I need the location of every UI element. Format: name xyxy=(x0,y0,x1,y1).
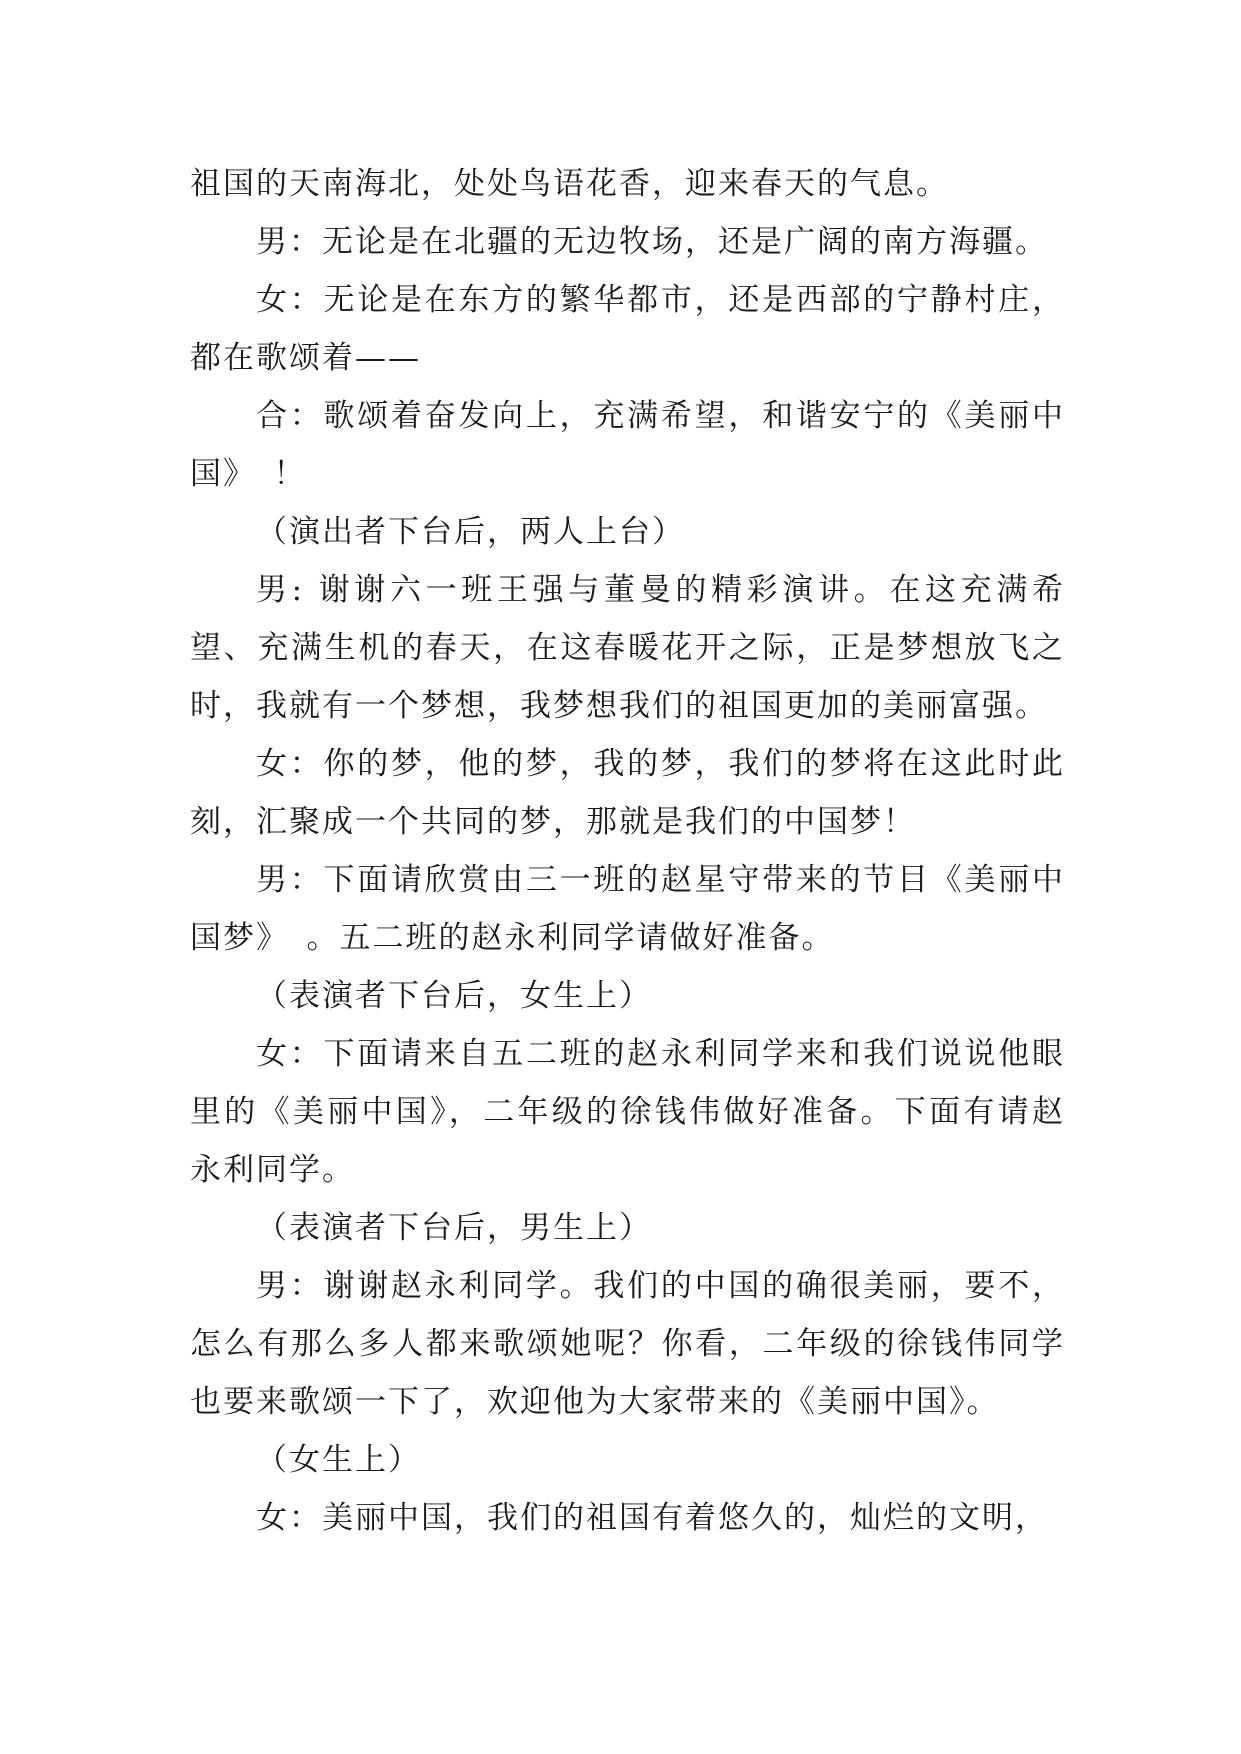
paragraph-3: 女：无论是在东方的繁华都市，还是西部的宁静村庄，都在歌颂着—— xyxy=(190,282,1065,376)
paragraph-6: 男: 谢谢六一班王强与董曼的精彩演讲。在这充满希望、充满生机的春天，在这春暖花开之际，正是梦想放飞之时，我就有一个梦想，我梦想我们的祖国更加的美丽富强。 xyxy=(190,572,1065,724)
paragraph-2: 男：无论是在北疆的无边牧场，还是广阔的南方海疆。 xyxy=(256,224,1048,260)
paragraph-14: 女：美丽中国，我们的祖国有着悠久的，灿烂的文明， xyxy=(256,1500,1048,1536)
paragraph-10: 女：下面请来自五二班的赵永利同学来和我们说说他眼里的《美丽中国》，二年级的徐钱伟做好准备。下面有请赵永利同学。 xyxy=(190,1036,1065,1188)
paragraph-4: 合：歌颂着奋发向上，充满希望，和谐安宁的《美丽中国》 ！ xyxy=(190,398,1065,492)
script-body xyxy=(190,155,1065,1547)
paragraph-1: 祖国的天南海北，处处鸟语花香，迎来春天的气息。 xyxy=(190,166,949,202)
stage-direction-3: （表演者下台后，男生上） xyxy=(256,1210,652,1246)
stage-direction-2: （表演者下台后，女生上） xyxy=(256,978,652,1014)
paragraph-12: 男：谢谢赵永利同学。我们的中国的确很美丽，要不，怎么有那么多人都来歌颂她呢？你看，二年级的徐钱伟同学也要来歌颂一下了，欢迎他为大家带来的《美丽中国》。 xyxy=(190,1268,1065,1420)
paragraph-7: 女：你的梦，他的梦，我的梦，我们的梦将在这此时此刻，汇聚成一个共同的梦，那就是我们的中国梦！ xyxy=(190,746,1065,840)
stage-direction-1: （演出者下台后，两人上台） xyxy=(256,514,685,550)
stage-direction-4: （女生上） xyxy=(256,1442,421,1478)
paragraph-8: 男：下面请欣赏由三一班的赵星守带来的节目《美丽中国梦》 。五二班的赵永利同学请做好准备。 xyxy=(190,862,1065,956)
